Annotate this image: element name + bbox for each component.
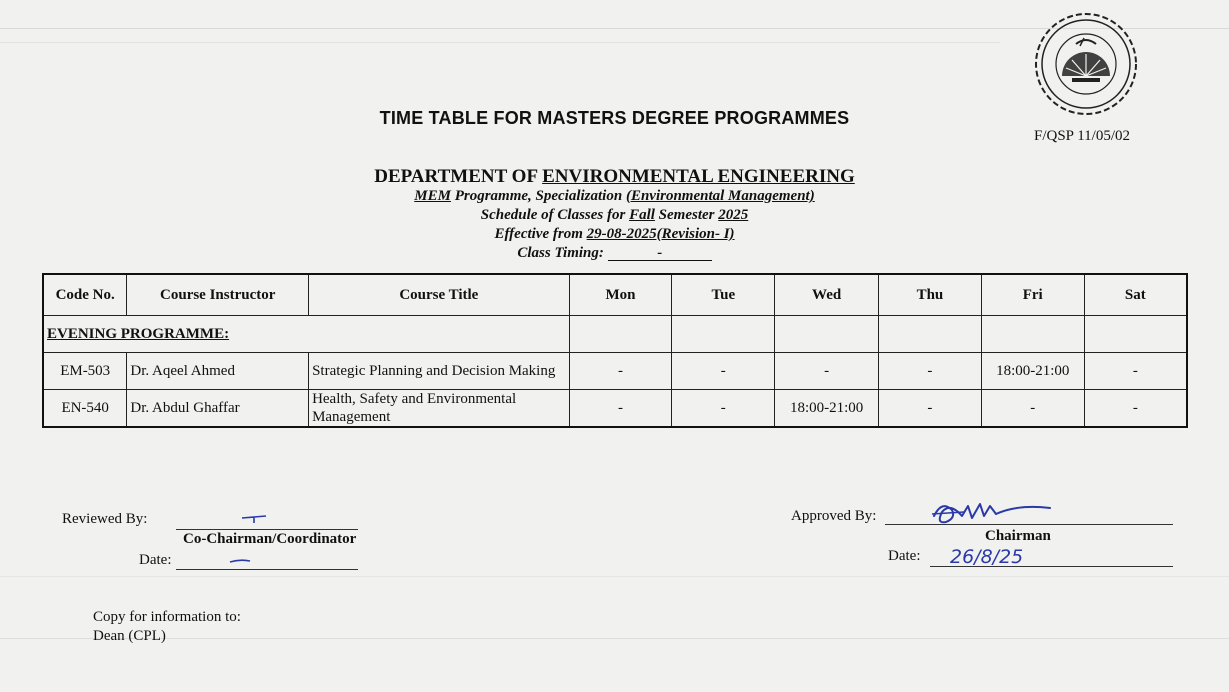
programme-line — [0, 188, 1229, 205]
department-prefix: DEPARTMENT OF — [374, 166, 543, 187]
section-cell — [43, 316, 569, 353]
reviewer-date-mark-icon — [228, 556, 254, 566]
column-header: Thu — [879, 274, 982, 316]
column-header: Course Title — [309, 274, 570, 316]
programme-code: MEM — [414, 188, 451, 204]
column-header: Mon — [569, 274, 672, 316]
course-code: EN-540 — [43, 390, 127, 428]
approved-by-label: Approved By: — [791, 508, 877, 524]
reviewer-signature-line — [176, 529, 358, 530]
chairman-label: Chairman — [985, 528, 1051, 544]
fri-slot: 18:00-21:00 — [981, 353, 1084, 390]
co-chairman-label: Co-Chairman/Coordinator — [183, 531, 357, 547]
scan-edge-line — [0, 638, 1229, 639]
column-header: Course Instructor — [127, 274, 309, 316]
scan-edge-line — [0, 576, 1229, 577]
table-cell — [879, 316, 982, 353]
schedule-line — [0, 207, 1229, 224]
table-header-row — [43, 274, 1187, 316]
course-title: Health, Safety and Environmental Management — [309, 390, 570, 428]
year: 2025 — [718, 207, 749, 223]
table-cell — [981, 316, 1084, 353]
course-code: EM-503 — [43, 353, 127, 390]
column-header: Tue — [672, 274, 775, 316]
reviewer-date-line — [176, 569, 358, 570]
class-timing-value: - — [608, 246, 712, 261]
copy-label: Copy for information to: — [93, 609, 241, 625]
date-label-right: Date: — [888, 548, 921, 564]
reviewer-initial-mark-icon — [240, 512, 270, 526]
course-instructor: Dr. Abdul Ghaffar — [127, 390, 309, 428]
effective-prefix: Effective from — [494, 226, 587, 242]
programme-text: Programme, Specialization — [450, 188, 626, 204]
wed-slot: - — [775, 353, 879, 390]
sat-slot: - — [1084, 353, 1187, 390]
reviewed-by-label: Reviewed By: — [62, 511, 148, 527]
document-title: TIME TABLE FOR MASTERS DEGREE PROGRAMMES — [379, 108, 850, 128]
effective-line — [0, 226, 1229, 243]
copy-recipient: Dean (CPL) — [93, 628, 166, 644]
university-seal-icon — [1032, 10, 1140, 118]
column-header: Sat — [1084, 274, 1187, 316]
section-label: EVENING PROGRAMME: — [47, 325, 230, 342]
column-header: Wed — [775, 274, 879, 316]
table-cell — [569, 316, 672, 353]
tue-slot: - — [672, 353, 775, 390]
wed-slot: 18:00-21:00 — [775, 390, 879, 428]
department-name: ENVIRONMENTAL ENGINEERING — [542, 166, 855, 187]
course-instructor: Dr. Aqeel Ahmed — [127, 353, 309, 390]
scan-edge-line — [0, 42, 1000, 43]
class-timing-label: Class Timing: — [517, 245, 604, 261]
specialization: (Environmental Management) — [625, 188, 815, 204]
tue-slot: - — [672, 390, 775, 428]
semester: Fall — [629, 207, 655, 223]
department-heading — [0, 166, 1229, 188]
column-header: Fri — [981, 274, 1084, 316]
table-row — [43, 390, 1187, 428]
class-timing-line — [0, 245, 1229, 262]
fri-slot: - — [981, 390, 1084, 428]
section-row — [43, 316, 1187, 353]
semester-suffix: Semester — [654, 207, 719, 223]
column-header: Code No. — [43, 274, 127, 316]
date-label-left: Date: — [139, 552, 172, 568]
mon-slot: - — [569, 353, 672, 390]
mon-slot: - — [569, 390, 672, 428]
table-cell — [672, 316, 775, 353]
timetable — [42, 273, 1188, 428]
schedule-prefix: Schedule of Classes for — [480, 207, 630, 223]
form-code: F/QSP 11/05/02 — [1034, 128, 1130, 144]
table-row — [43, 353, 1187, 390]
table-cell — [775, 316, 879, 353]
sat-slot: - — [1084, 390, 1187, 428]
effective-date: 29-08-2025(Revision- I) — [586, 226, 735, 242]
thu-slot: - — [879, 390, 982, 428]
table-cell — [1084, 316, 1187, 353]
approved-date-handwritten: 26/8/25 — [950, 546, 1024, 568]
chairman-signature-icon — [928, 496, 1058, 532]
thu-slot: - — [879, 353, 982, 390]
course-title: Strategic Planning and Decision Making — [309, 353, 570, 390]
